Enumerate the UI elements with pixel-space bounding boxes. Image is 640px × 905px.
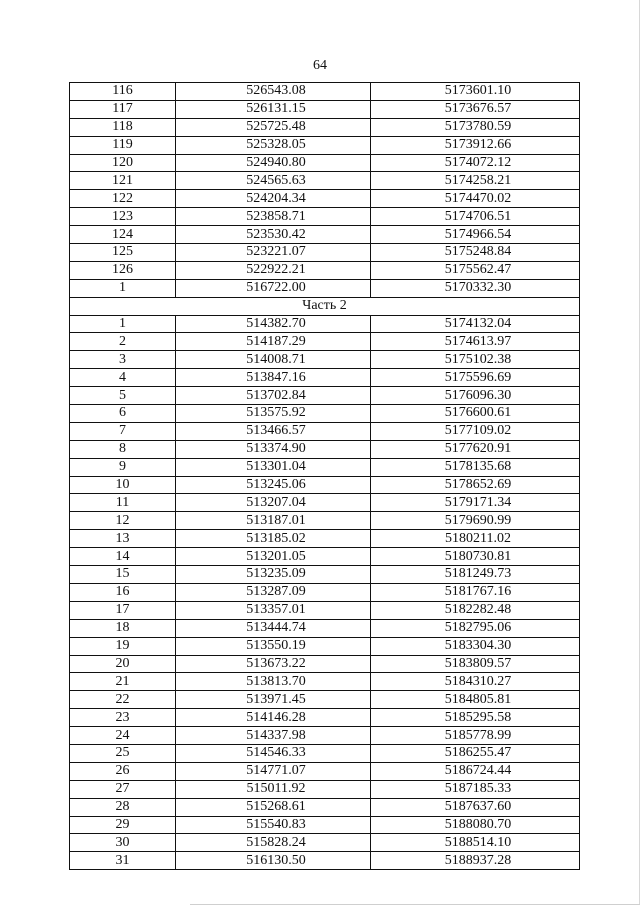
x-coordinate-cell: 513550.19	[176, 637, 371, 655]
table-row	[70, 762, 580, 780]
y-coordinate-cell: 5174613.97	[371, 333, 580, 351]
x-coordinate-cell: 514146.28	[176, 709, 371, 727]
table-row	[70, 279, 580, 297]
y-coordinate-cell: 5188514.10	[371, 834, 580, 852]
x-coordinate-cell: 513444.74	[176, 619, 371, 637]
table-row	[70, 601, 580, 619]
y-coordinate-cell: 5174132.04	[371, 315, 580, 333]
y-coordinate-cell: 5178652.69	[371, 476, 580, 494]
point-number-cell: 118	[70, 118, 176, 136]
y-coordinate-cell: 5176600.61	[371, 405, 580, 423]
x-coordinate-cell: 513466.57	[176, 422, 371, 440]
y-coordinate-cell: 5178135.68	[371, 458, 580, 476]
point-number-cell: 29	[70, 816, 176, 834]
x-coordinate-cell: 524565.63	[176, 172, 371, 190]
table-row	[70, 100, 580, 118]
table-row	[70, 405, 580, 423]
point-number-cell: 10	[70, 476, 176, 494]
x-coordinate-cell: 524204.34	[176, 190, 371, 208]
table-row	[70, 566, 580, 584]
y-coordinate-cell: 5181767.16	[371, 583, 580, 601]
y-coordinate-cell: 5174470.02	[371, 190, 580, 208]
y-coordinate-cell: 5185295.58	[371, 709, 580, 727]
x-coordinate-cell: 513245.06	[176, 476, 371, 494]
y-coordinate-cell: 5173676.57	[371, 100, 580, 118]
point-number-cell: 12	[70, 512, 176, 530]
point-number-cell: 6	[70, 405, 176, 423]
point-number-cell: 30	[70, 834, 176, 852]
y-coordinate-cell: 5182795.06	[371, 619, 580, 637]
coordinates-table	[69, 82, 580, 870]
point-number-cell: 5	[70, 387, 176, 405]
x-coordinate-cell: 513575.92	[176, 405, 371, 423]
table-row	[70, 744, 580, 762]
section-title: Часть 2	[70, 297, 580, 315]
table-row	[70, 136, 580, 154]
table-row	[70, 190, 580, 208]
table-row	[70, 422, 580, 440]
x-coordinate-cell: 515011.92	[176, 780, 371, 798]
point-number-cell: 17	[70, 601, 176, 619]
x-coordinate-cell: 514771.07	[176, 762, 371, 780]
x-coordinate-cell: 514382.70	[176, 315, 371, 333]
x-coordinate-cell: 513374.90	[176, 440, 371, 458]
x-coordinate-cell: 514187.29	[176, 333, 371, 351]
table-row	[70, 494, 580, 512]
point-number-cell: 24	[70, 727, 176, 745]
y-coordinate-cell: 5175596.69	[371, 369, 580, 387]
y-coordinate-cell: 5185778.99	[371, 727, 580, 745]
x-coordinate-cell: 523221.07	[176, 244, 371, 262]
x-coordinate-cell: 513301.04	[176, 458, 371, 476]
y-coordinate-cell: 5175102.38	[371, 351, 580, 369]
table-row	[70, 852, 580, 870]
y-coordinate-cell: 5173601.10	[371, 83, 580, 101]
x-coordinate-cell: 514337.98	[176, 727, 371, 745]
point-number-cell: 117	[70, 100, 176, 118]
point-number-cell: 4	[70, 369, 176, 387]
table-row	[70, 351, 580, 369]
table-row	[70, 261, 580, 279]
x-coordinate-cell: 513813.70	[176, 673, 371, 691]
x-coordinate-cell: 513235.09	[176, 566, 371, 584]
y-coordinate-cell: 5181249.73	[371, 566, 580, 584]
point-number-cell: 120	[70, 154, 176, 172]
y-coordinate-cell: 5187637.60	[371, 798, 580, 816]
x-coordinate-cell: 516130.50	[176, 852, 371, 870]
point-number-cell: 11	[70, 494, 176, 512]
point-number-cell: 3	[70, 351, 176, 369]
table-row	[70, 780, 580, 798]
table-row	[70, 798, 580, 816]
point-number-cell: 2	[70, 333, 176, 351]
table-row	[70, 727, 580, 745]
point-number-cell: 31	[70, 852, 176, 870]
point-number-cell: 14	[70, 548, 176, 566]
table-row	[70, 458, 580, 476]
table-row	[70, 244, 580, 262]
x-coordinate-cell: 513187.01	[176, 512, 371, 530]
point-number-cell: 13	[70, 530, 176, 548]
x-coordinate-cell: 513847.16	[176, 369, 371, 387]
table-row	[70, 637, 580, 655]
table-row	[70, 619, 580, 637]
point-number-cell: 26	[70, 762, 176, 780]
table-row	[70, 440, 580, 458]
point-number-cell: 23	[70, 709, 176, 727]
part1-rows	[70, 83, 580, 298]
point-number-cell: 19	[70, 637, 176, 655]
table-row	[70, 333, 580, 351]
y-coordinate-cell: 5177620.91	[371, 440, 580, 458]
point-number-cell: 25	[70, 744, 176, 762]
table-row	[70, 154, 580, 172]
x-coordinate-cell: 515540.83	[176, 816, 371, 834]
table-row	[70, 512, 580, 530]
x-coordinate-cell: 525328.05	[176, 136, 371, 154]
point-number-cell: 123	[70, 208, 176, 226]
section-header-row	[70, 297, 580, 315]
table-row	[70, 583, 580, 601]
y-coordinate-cell: 5175562.47	[371, 261, 580, 279]
table-row	[70, 655, 580, 673]
x-coordinate-cell: 513702.84	[176, 387, 371, 405]
table-row	[70, 530, 580, 548]
y-coordinate-cell: 5174258.21	[371, 172, 580, 190]
point-number-cell: 20	[70, 655, 176, 673]
point-number-cell: 116	[70, 83, 176, 101]
point-number-cell: 1	[70, 279, 176, 297]
table-row	[70, 476, 580, 494]
point-number-cell: 1	[70, 315, 176, 333]
y-coordinate-cell: 5174072.12	[371, 154, 580, 172]
y-coordinate-cell: 5179690.99	[371, 512, 580, 530]
table-row	[70, 673, 580, 691]
x-coordinate-cell: 523530.42	[176, 226, 371, 244]
table-row	[70, 691, 580, 709]
point-number-cell: 9	[70, 458, 176, 476]
x-coordinate-cell: 514008.71	[176, 351, 371, 369]
x-coordinate-cell: 525725.48	[176, 118, 371, 136]
y-coordinate-cell: 5183304.30	[371, 637, 580, 655]
y-coordinate-cell: 5176096.30	[371, 387, 580, 405]
x-coordinate-cell: 522922.21	[176, 261, 371, 279]
y-coordinate-cell: 5187185.33	[371, 780, 580, 798]
y-coordinate-cell: 5173912.66	[371, 136, 580, 154]
y-coordinate-cell: 5180211.02	[371, 530, 580, 548]
x-coordinate-cell: 513673.22	[176, 655, 371, 673]
y-coordinate-cell: 5184310.27	[371, 673, 580, 691]
y-coordinate-cell: 5174706.51	[371, 208, 580, 226]
y-coordinate-cell: 5186724.44	[371, 762, 580, 780]
point-number-cell: 122	[70, 190, 176, 208]
y-coordinate-cell: 5188080.70	[371, 816, 580, 834]
x-coordinate-cell: 526543.08	[176, 83, 371, 101]
y-coordinate-cell: 5180730.81	[371, 548, 580, 566]
x-coordinate-cell: 513207.04	[176, 494, 371, 512]
y-coordinate-cell: 5183809.57	[371, 655, 580, 673]
x-coordinate-cell: 524940.80	[176, 154, 371, 172]
point-number-cell: 21	[70, 673, 176, 691]
x-coordinate-cell: 513357.01	[176, 601, 371, 619]
y-coordinate-cell: 5177109.02	[371, 422, 580, 440]
table-row	[70, 315, 580, 333]
point-number-cell: 15	[70, 566, 176, 584]
x-coordinate-cell: 514546.33	[176, 744, 371, 762]
y-coordinate-cell: 5170332.30	[371, 279, 580, 297]
y-coordinate-cell: 5188937.28	[371, 852, 580, 870]
point-number-cell: 8	[70, 440, 176, 458]
y-coordinate-cell: 5174966.54	[371, 226, 580, 244]
x-coordinate-cell: 516722.00	[176, 279, 371, 297]
point-number-cell: 7	[70, 422, 176, 440]
x-coordinate-cell: 513201.05	[176, 548, 371, 566]
table-row	[70, 226, 580, 244]
table-row	[70, 172, 580, 190]
x-coordinate-cell: 515828.24	[176, 834, 371, 852]
point-number-cell: 27	[70, 780, 176, 798]
table-row	[70, 834, 580, 852]
y-coordinate-cell: 5186255.47	[371, 744, 580, 762]
table-row	[70, 118, 580, 136]
point-number-cell: 121	[70, 172, 176, 190]
table-row	[70, 548, 580, 566]
x-coordinate-cell: 526131.15	[176, 100, 371, 118]
y-coordinate-cell: 5179171.34	[371, 494, 580, 512]
table-row	[70, 83, 580, 101]
point-number-cell: 16	[70, 583, 176, 601]
point-number-cell: 126	[70, 261, 176, 279]
y-coordinate-cell: 5184805.81	[371, 691, 580, 709]
page-number: 64	[313, 58, 327, 73]
point-number-cell: 18	[70, 619, 176, 637]
point-number-cell: 28	[70, 798, 176, 816]
x-coordinate-cell: 515268.61	[176, 798, 371, 816]
table-row	[70, 369, 580, 387]
table-row	[70, 387, 580, 405]
table-row	[70, 816, 580, 834]
table-row	[70, 208, 580, 226]
point-number-cell: 119	[70, 136, 176, 154]
x-coordinate-cell: 513185.02	[176, 530, 371, 548]
x-coordinate-cell: 523858.71	[176, 208, 371, 226]
table-row	[70, 709, 580, 727]
y-coordinate-cell: 5175248.84	[371, 244, 580, 262]
part2-rows	[70, 315, 580, 870]
x-coordinate-cell: 513971.45	[176, 691, 371, 709]
y-coordinate-cell: 5182282.48	[371, 601, 580, 619]
point-number-cell: 22	[70, 691, 176, 709]
point-number-cell: 124	[70, 226, 176, 244]
x-coordinate-cell: 513287.09	[176, 583, 371, 601]
y-coordinate-cell: 5173780.59	[371, 118, 580, 136]
point-number-cell: 125	[70, 244, 176, 262]
